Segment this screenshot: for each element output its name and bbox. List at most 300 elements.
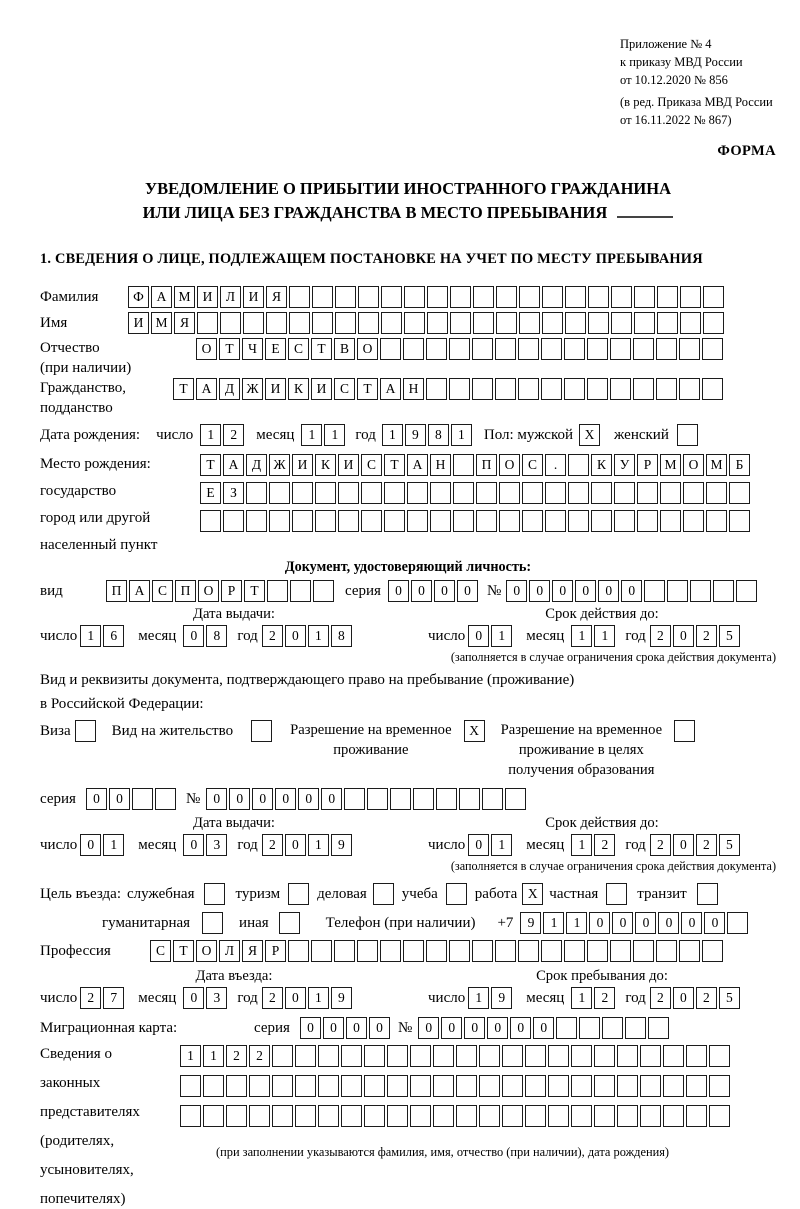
form-cell[interactable] xyxy=(703,312,724,334)
form-cell[interactable] xyxy=(341,1105,362,1127)
checkbox-cell[interactable]: X xyxy=(579,424,600,446)
form-cell[interactable]: 1 xyxy=(451,424,472,446)
form-cell[interactable]: 3 xyxy=(206,834,227,856)
form-cell[interactable]: М xyxy=(174,286,195,308)
form-cell[interactable] xyxy=(407,482,428,504)
form-cell[interactable]: Б xyxy=(729,454,750,476)
form-cell[interactable] xyxy=(459,788,480,810)
form-cell[interactable] xyxy=(602,1017,623,1039)
form-cell[interactable]: 2 xyxy=(262,987,283,1009)
form-cell[interactable] xyxy=(220,312,241,334)
form-cell[interactable]: 0 xyxy=(673,625,694,647)
form-cell[interactable] xyxy=(663,1105,684,1127)
form-cell[interactable] xyxy=(541,378,562,400)
form-cell[interactable]: 1 xyxy=(491,834,512,856)
form-cell[interactable] xyxy=(433,1105,454,1127)
form-cell[interactable]: Т xyxy=(173,378,194,400)
form-cell[interactable] xyxy=(610,338,631,360)
form-cell[interactable]: О xyxy=(357,338,378,360)
form-cell[interactable] xyxy=(403,338,424,360)
form-cell[interactable]: 0 xyxy=(575,580,596,602)
form-cell[interactable] xyxy=(541,940,562,962)
form-cell[interactable]: Д xyxy=(246,454,267,476)
form-cell[interactable] xyxy=(449,940,470,962)
form-cell[interactable] xyxy=(266,312,287,334)
form-cell[interactable]: П xyxy=(106,580,127,602)
form-cell[interactable] xyxy=(644,580,665,602)
form-cell[interactable] xyxy=(426,338,447,360)
form-cell[interactable]: Л xyxy=(220,286,241,308)
form-cell[interactable] xyxy=(200,510,221,532)
form-cell[interactable] xyxy=(548,1105,569,1127)
form-cell[interactable] xyxy=(702,338,723,360)
form-cell[interactable] xyxy=(571,1045,592,1067)
form-cell[interactable]: Д xyxy=(219,378,240,400)
form-cell[interactable]: Т xyxy=(173,940,194,962)
form-cell[interactable]: Р xyxy=(265,940,286,962)
form-cell[interactable] xyxy=(568,482,589,504)
form-cell[interactable] xyxy=(545,482,566,504)
form-cell[interactable]: В xyxy=(334,338,355,360)
form-cell[interactable] xyxy=(542,312,563,334)
form-cell[interactable] xyxy=(564,940,585,962)
form-cell[interactable] xyxy=(686,1045,707,1067)
form-cell[interactable] xyxy=(663,1045,684,1067)
checkbox-cell[interactable] xyxy=(251,720,272,742)
form-cell[interactable]: С xyxy=(361,454,382,476)
form-cell[interactable] xyxy=(367,788,388,810)
form-cell[interactable] xyxy=(610,940,631,962)
form-cell[interactable] xyxy=(410,1045,431,1067)
form-cell[interactable]: А xyxy=(223,454,244,476)
form-cell[interactable]: 0 xyxy=(369,1017,390,1039)
form-cell[interactable]: 1 xyxy=(571,625,592,647)
form-cell[interactable] xyxy=(456,1075,477,1097)
form-cell[interactable]: 0 xyxy=(298,788,319,810)
checkbox-cell[interactable] xyxy=(279,912,300,934)
form-cell[interactable]: 9 xyxy=(331,834,352,856)
form-cell[interactable] xyxy=(453,510,474,532)
form-cell[interactable] xyxy=(384,510,405,532)
form-cell[interactable] xyxy=(565,286,586,308)
form-cell[interactable] xyxy=(453,482,474,504)
form-cell[interactable] xyxy=(625,1017,646,1039)
form-cell[interactable]: 0 xyxy=(206,788,227,810)
form-cell[interactable]: Ф xyxy=(128,286,149,308)
form-cell[interactable]: 2 xyxy=(249,1045,270,1067)
form-cell[interactable]: 8 xyxy=(206,625,227,647)
form-cell[interactable]: А xyxy=(129,580,150,602)
form-cell[interactable] xyxy=(407,510,428,532)
form-cell[interactable] xyxy=(587,338,608,360)
form-cell[interactable] xyxy=(223,510,244,532)
form-cell[interactable]: 0 xyxy=(388,580,409,602)
form-cell[interactable] xyxy=(706,482,727,504)
form-cell[interactable] xyxy=(617,1045,638,1067)
form-cell[interactable] xyxy=(633,378,654,400)
form-cell[interactable]: 0 xyxy=(468,625,489,647)
form-cell[interactable] xyxy=(564,378,585,400)
form-cell[interactable]: 1 xyxy=(594,625,615,647)
form-cell[interactable]: Т xyxy=(311,338,332,360)
form-cell[interactable] xyxy=(525,1045,546,1067)
form-cell[interactable] xyxy=(660,482,681,504)
form-cell[interactable]: 8 xyxy=(331,625,352,647)
form-cell[interactable]: 0 xyxy=(506,580,527,602)
form-cell[interactable]: 0 xyxy=(411,580,432,602)
form-cell[interactable] xyxy=(679,378,700,400)
form-cell[interactable] xyxy=(564,338,585,360)
form-cell[interactable] xyxy=(736,580,757,602)
form-cell[interactable] xyxy=(633,940,654,962)
form-cell[interactable]: 0 xyxy=(285,987,306,1009)
form-cell[interactable] xyxy=(427,286,448,308)
form-cell[interactable]: 0 xyxy=(487,1017,508,1039)
form-cell[interactable] xyxy=(203,1105,224,1127)
form-cell[interactable]: М xyxy=(706,454,727,476)
form-cell[interactable]: 0 xyxy=(673,834,694,856)
form-cell[interactable]: К xyxy=(288,378,309,400)
form-cell[interactable] xyxy=(430,482,451,504)
form-cell[interactable]: 0 xyxy=(704,912,725,934)
form-cell[interactable] xyxy=(709,1075,730,1097)
form-cell[interactable] xyxy=(410,1105,431,1127)
form-cell[interactable]: Р xyxy=(221,580,242,602)
form-cell[interactable]: 1 xyxy=(571,987,592,1009)
form-cell[interactable]: Р xyxy=(637,454,658,476)
form-cell[interactable] xyxy=(479,1075,500,1097)
form-cell[interactable] xyxy=(404,312,425,334)
form-cell[interactable] xyxy=(680,286,701,308)
form-cell[interactable] xyxy=(727,912,748,934)
form-cell[interactable] xyxy=(341,1075,362,1097)
form-cell[interactable] xyxy=(502,1075,523,1097)
form-cell[interactable] xyxy=(381,312,402,334)
form-cell[interactable]: С xyxy=(522,454,543,476)
form-cell[interactable] xyxy=(729,482,750,504)
form-cell[interactable] xyxy=(657,286,678,308)
form-cell[interactable]: П xyxy=(175,580,196,602)
form-cell[interactable]: 2 xyxy=(594,834,615,856)
form-cell[interactable]: Я xyxy=(174,312,195,334)
form-cell[interactable] xyxy=(617,1075,638,1097)
form-cell[interactable] xyxy=(450,312,471,334)
form-cell[interactable]: Н xyxy=(403,378,424,400)
form-cell[interactable] xyxy=(226,1105,247,1127)
form-cell[interactable]: 0 xyxy=(464,1017,485,1039)
form-cell[interactable]: О xyxy=(683,454,704,476)
form-cell[interactable] xyxy=(568,454,589,476)
form-cell[interactable]: 2 xyxy=(696,625,717,647)
form-cell[interactable]: К xyxy=(591,454,612,476)
form-cell[interactable]: 2 xyxy=(80,987,101,1009)
form-cell[interactable] xyxy=(433,1045,454,1067)
form-cell[interactable] xyxy=(246,482,267,504)
form-cell[interactable] xyxy=(496,286,517,308)
form-cell[interactable] xyxy=(519,286,540,308)
form-cell[interactable] xyxy=(571,1105,592,1127)
form-cell[interactable]: 1 xyxy=(566,912,587,934)
form-cell[interactable] xyxy=(132,788,153,810)
form-cell[interactable] xyxy=(683,510,704,532)
form-cell[interactable] xyxy=(315,482,336,504)
form-cell[interactable] xyxy=(311,940,332,962)
form-cell[interactable] xyxy=(269,482,290,504)
checkbox-cell[interactable] xyxy=(202,912,223,934)
form-cell[interactable] xyxy=(637,482,658,504)
form-cell[interactable] xyxy=(476,510,497,532)
form-cell[interactable] xyxy=(571,1075,592,1097)
form-cell[interactable]: 0 xyxy=(300,1017,321,1039)
form-cell[interactable]: 1 xyxy=(308,625,329,647)
form-cell[interactable]: С xyxy=(150,940,171,962)
form-cell[interactable] xyxy=(249,1075,270,1097)
form-cell[interactable] xyxy=(588,286,609,308)
form-cell[interactable]: 0 xyxy=(457,580,478,602)
form-cell[interactable]: С xyxy=(288,338,309,360)
form-cell[interactable] xyxy=(318,1105,339,1127)
form-cell[interactable]: 5 xyxy=(719,987,740,1009)
form-cell[interactable] xyxy=(502,1105,523,1127)
form-cell[interactable]: 0 xyxy=(621,580,642,602)
form-cell[interactable] xyxy=(648,1017,669,1039)
form-cell[interactable] xyxy=(335,286,356,308)
form-cell[interactable]: 1 xyxy=(180,1045,201,1067)
form-cell[interactable]: О xyxy=(196,940,217,962)
form-cell[interactable] xyxy=(364,1075,385,1097)
form-cell[interactable] xyxy=(522,482,543,504)
form-cell[interactable]: 1 xyxy=(324,424,345,446)
form-cell[interactable] xyxy=(334,940,355,962)
form-cell[interactable] xyxy=(403,940,424,962)
form-cell[interactable]: 0 xyxy=(86,788,107,810)
form-cell[interactable] xyxy=(289,286,310,308)
form-cell[interactable]: 2 xyxy=(696,987,717,1009)
form-cell[interactable]: 1 xyxy=(103,834,124,856)
form-cell[interactable]: Ж xyxy=(242,378,263,400)
form-cell[interactable]: Ж xyxy=(269,454,290,476)
form-cell[interactable]: Т xyxy=(219,338,240,360)
form-cell[interactable]: 0 xyxy=(183,987,204,1009)
form-cell[interactable] xyxy=(361,510,382,532)
form-cell[interactable] xyxy=(364,1105,385,1127)
form-cell[interactable] xyxy=(289,312,310,334)
form-cell[interactable] xyxy=(436,788,457,810)
form-cell[interactable]: О xyxy=(196,338,217,360)
form-cell[interactable]: 0 xyxy=(598,580,619,602)
checkbox-cell[interactable]: X xyxy=(522,883,543,905)
form-cell[interactable]: С xyxy=(334,378,355,400)
form-cell[interactable]: 2 xyxy=(650,987,671,1009)
form-cell[interactable] xyxy=(292,510,313,532)
form-cell[interactable] xyxy=(473,312,494,334)
form-cell[interactable] xyxy=(588,312,609,334)
form-cell[interactable]: Ч xyxy=(242,338,263,360)
form-cell[interactable] xyxy=(180,1105,201,1127)
form-cell[interactable] xyxy=(657,312,678,334)
form-cell[interactable]: 0 xyxy=(252,788,273,810)
form-cell[interactable] xyxy=(594,1045,615,1067)
form-cell[interactable] xyxy=(611,286,632,308)
form-cell[interactable] xyxy=(709,1105,730,1127)
form-cell[interactable]: 1 xyxy=(571,834,592,856)
form-cell[interactable]: О xyxy=(499,454,520,476)
form-cell[interactable] xyxy=(453,454,474,476)
form-cell[interactable]: У xyxy=(614,454,635,476)
form-cell[interactable] xyxy=(381,286,402,308)
form-cell[interactable] xyxy=(449,378,470,400)
form-cell[interactable]: 3 xyxy=(206,987,227,1009)
form-cell[interactable]: 5 xyxy=(719,625,740,647)
form-cell[interactable]: К xyxy=(315,454,336,476)
form-cell[interactable] xyxy=(272,1105,293,1127)
form-cell[interactable] xyxy=(591,510,612,532)
form-cell[interactable] xyxy=(380,338,401,360)
form-cell[interactable] xyxy=(541,338,562,360)
form-cell[interactable] xyxy=(180,1075,201,1097)
form-cell[interactable] xyxy=(702,378,723,400)
form-cell[interactable] xyxy=(404,286,425,308)
form-cell[interactable]: 1 xyxy=(203,1045,224,1067)
form-cell[interactable] xyxy=(357,940,378,962)
form-cell[interactable]: 1 xyxy=(468,987,489,1009)
form-cell[interactable] xyxy=(269,510,290,532)
form-cell[interactable]: 2 xyxy=(262,834,283,856)
form-cell[interactable] xyxy=(637,510,658,532)
form-cell[interactable]: 2 xyxy=(696,834,717,856)
form-cell[interactable]: 0 xyxy=(612,912,633,934)
form-cell[interactable]: 0 xyxy=(109,788,130,810)
form-cell[interactable] xyxy=(611,312,632,334)
form-cell[interactable] xyxy=(472,378,493,400)
form-cell[interactable]: И xyxy=(128,312,149,334)
form-cell[interactable]: 0 xyxy=(285,625,306,647)
form-cell[interactable]: 1 xyxy=(200,424,221,446)
form-cell[interactable]: 0 xyxy=(589,912,610,934)
form-cell[interactable]: Я xyxy=(266,286,287,308)
form-cell[interactable]: 0 xyxy=(346,1017,367,1039)
form-cell[interactable] xyxy=(656,338,677,360)
form-cell[interactable]: Н xyxy=(430,454,451,476)
form-cell[interactable] xyxy=(341,1045,362,1067)
form-cell[interactable] xyxy=(579,1017,600,1039)
form-cell[interactable] xyxy=(290,580,311,602)
form-cell[interactable]: О xyxy=(198,580,219,602)
form-cell[interactable] xyxy=(338,510,359,532)
form-cell[interactable]: 0 xyxy=(681,912,702,934)
form-cell[interactable]: Т xyxy=(384,454,405,476)
form-cell[interactable]: М xyxy=(151,312,172,334)
form-cell[interactable] xyxy=(594,1075,615,1097)
form-cell[interactable] xyxy=(568,510,589,532)
form-cell[interactable]: 0 xyxy=(275,788,296,810)
form-cell[interactable]: 0 xyxy=(441,1017,462,1039)
form-cell[interactable] xyxy=(358,286,379,308)
form-cell[interactable] xyxy=(565,312,586,334)
checkbox-cell[interactable] xyxy=(677,424,698,446)
form-cell[interactable] xyxy=(226,1075,247,1097)
form-cell[interactable] xyxy=(427,312,448,334)
form-cell[interactable]: 2 xyxy=(226,1045,247,1067)
form-cell[interactable] xyxy=(203,1075,224,1097)
form-cell[interactable]: И xyxy=(197,286,218,308)
form-cell[interactable] xyxy=(288,940,309,962)
form-cell[interactable] xyxy=(312,312,333,334)
form-cell[interactable]: . xyxy=(545,454,566,476)
checkbox-cell[interactable] xyxy=(373,883,394,905)
form-cell[interactable] xyxy=(706,510,727,532)
checkbox-cell[interactable] xyxy=(75,720,96,742)
form-cell[interactable]: 1 xyxy=(80,625,101,647)
form-cell[interactable]: 1 xyxy=(308,987,329,1009)
form-cell[interactable] xyxy=(556,1017,577,1039)
form-cell[interactable]: 0 xyxy=(510,1017,531,1039)
form-cell[interactable] xyxy=(472,338,493,360)
form-cell[interactable] xyxy=(522,510,543,532)
form-cell[interactable] xyxy=(318,1075,339,1097)
form-cell[interactable] xyxy=(482,788,503,810)
form-cell[interactable] xyxy=(243,312,264,334)
form-cell[interactable] xyxy=(610,378,631,400)
form-cell[interactable] xyxy=(502,1045,523,1067)
form-cell[interactable] xyxy=(272,1075,293,1097)
checkbox-cell[interactable] xyxy=(288,883,309,905)
form-cell[interactable] xyxy=(542,286,563,308)
form-cell[interactable]: И xyxy=(292,454,313,476)
form-cell[interactable] xyxy=(450,286,471,308)
form-cell[interactable]: 2 xyxy=(594,987,615,1009)
form-cell[interactable] xyxy=(640,1105,661,1127)
form-cell[interactable] xyxy=(430,510,451,532)
form-cell[interactable] xyxy=(387,1075,408,1097)
form-cell[interactable] xyxy=(729,510,750,532)
form-cell[interactable] xyxy=(479,1105,500,1127)
form-cell[interactable]: А xyxy=(196,378,217,400)
form-cell[interactable] xyxy=(667,580,688,602)
form-cell[interactable]: Е xyxy=(265,338,286,360)
form-cell[interactable]: 0 xyxy=(434,580,455,602)
form-cell[interactable] xyxy=(679,940,700,962)
form-cell[interactable] xyxy=(384,482,405,504)
form-cell[interactable] xyxy=(387,1105,408,1127)
form-cell[interactable] xyxy=(338,482,359,504)
form-cell[interactable] xyxy=(313,580,334,602)
form-cell[interactable]: Т xyxy=(244,580,265,602)
form-cell[interactable]: Я xyxy=(242,940,263,962)
form-cell[interactable] xyxy=(518,338,539,360)
form-cell[interactable] xyxy=(633,338,654,360)
form-cell[interactable]: 1 xyxy=(301,424,322,446)
form-cell[interactable] xyxy=(361,482,382,504)
form-cell[interactable] xyxy=(702,940,723,962)
form-cell[interactable]: М xyxy=(660,454,681,476)
form-cell[interactable] xyxy=(587,940,608,962)
form-cell[interactable]: И xyxy=(311,378,332,400)
form-cell[interactable]: 8 xyxy=(428,424,449,446)
form-cell[interactable] xyxy=(640,1045,661,1067)
form-cell[interactable] xyxy=(197,312,218,334)
form-cell[interactable] xyxy=(614,482,635,504)
form-cell[interactable] xyxy=(456,1105,477,1127)
form-cell[interactable]: 0 xyxy=(529,580,550,602)
form-cell[interactable] xyxy=(433,1075,454,1097)
form-cell[interactable] xyxy=(703,286,724,308)
form-cell[interactable]: 0 xyxy=(80,834,101,856)
checkbox-cell[interactable] xyxy=(446,883,467,905)
checkbox-cell[interactable]: X xyxy=(464,720,485,742)
form-cell[interactable] xyxy=(499,510,520,532)
form-cell[interactable] xyxy=(617,1105,638,1127)
